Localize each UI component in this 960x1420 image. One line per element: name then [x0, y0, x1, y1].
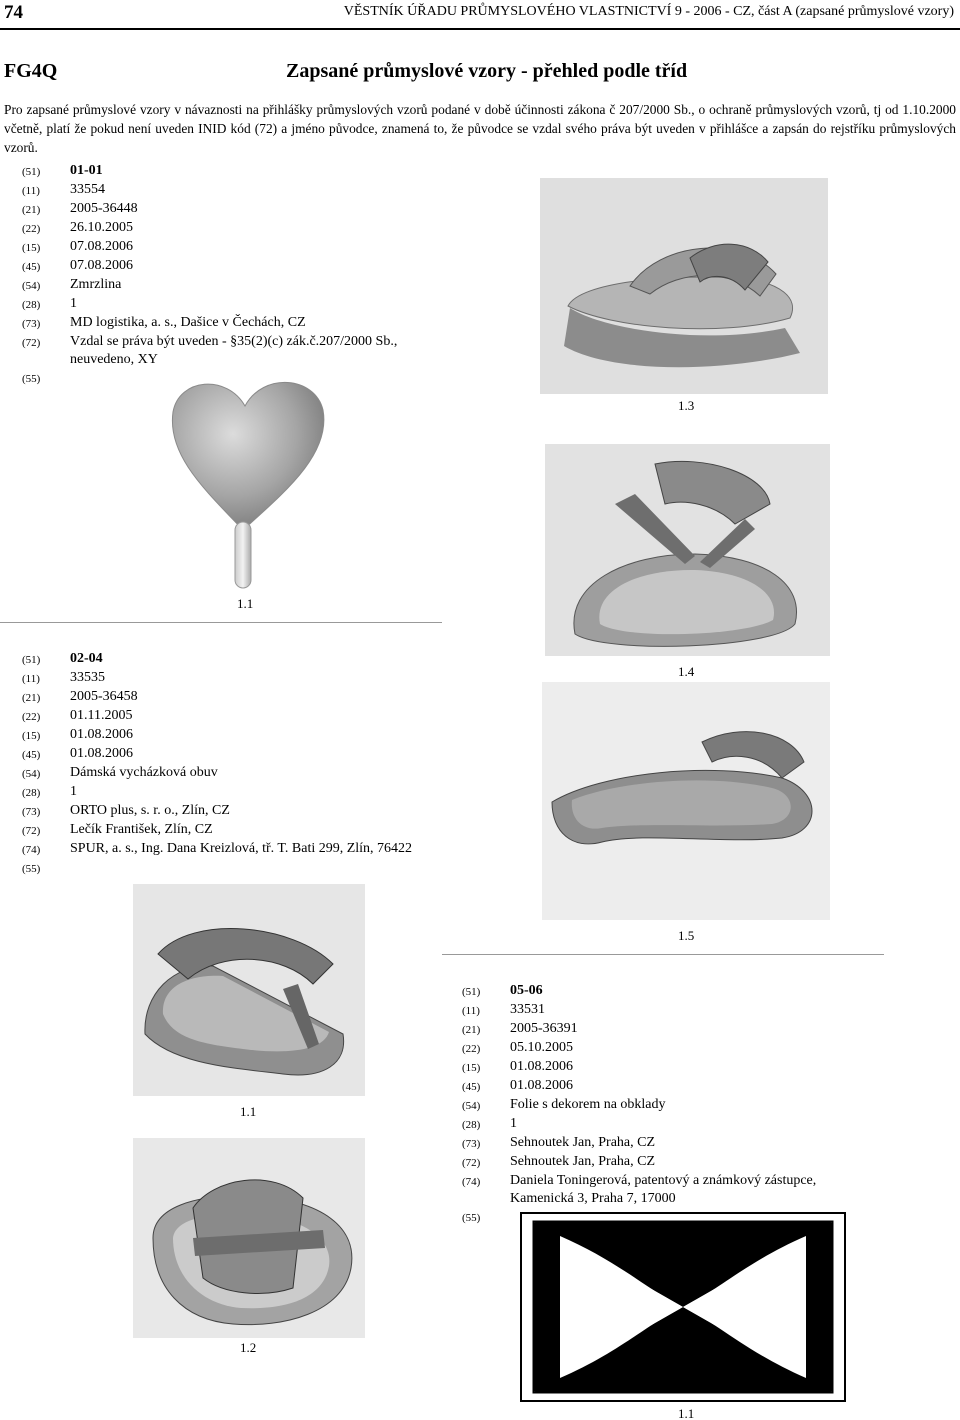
- inid-code: (55): [462, 1212, 481, 1224]
- field-value: Daniela Toningerová, patentový a známkový zástupce, Kamenická 3, Praha 7, 17000: [510, 1173, 817, 1206]
- divider: [442, 954, 884, 955]
- field-value: SPUR, a. s., Ing. Dana Kreizlová, tř. T. Bati 299, Zlín, 76422: [70, 841, 413, 856]
- record-field: [462, 1115, 882, 1134]
- thong-sandal-front-icon: [133, 1138, 365, 1338]
- inid-code: (72): [22, 337, 41, 349]
- record-field: [462, 1020, 882, 1039]
- record-field: [22, 650, 442, 669]
- section-code: FG4Q: [4, 60, 58, 82]
- record-field: [462, 1153, 882, 1172]
- field-value: 33554: [70, 182, 105, 197]
- field-value: Lečík František, Zlín, CZ: [70, 822, 213, 837]
- thong-sandal-angle-icon: [133, 884, 365, 1096]
- record-field: [22, 726, 442, 745]
- inid-code: (55): [22, 863, 41, 875]
- record-field: [22, 314, 442, 333]
- page-number: 74: [4, 2, 23, 23]
- inid-code: (51): [22, 654, 41, 666]
- inid-code: (15): [22, 242, 41, 254]
- field-value: 01.11.2005: [70, 708, 133, 723]
- field-value: 2005-36391: [510, 1021, 578, 1036]
- record-field: [462, 1077, 882, 1096]
- record-field: [22, 688, 442, 707]
- inid-code: (51): [462, 986, 481, 998]
- field-value: 2005-36448: [70, 201, 138, 216]
- record-field: [462, 1172, 882, 1208]
- record-field: [22, 707, 442, 726]
- record-field: [22, 162, 442, 181]
- record-1: [22, 162, 442, 388]
- field-value: 26.10.2005: [70, 220, 133, 235]
- thong-sandal-top-icon: [545, 444, 830, 656]
- field-value: 01-01: [70, 163, 103, 178]
- inid-code: (54): [22, 280, 41, 292]
- field-value: 01.08.2006: [70, 746, 133, 761]
- cross-tile-pattern-icon: [520, 1212, 846, 1402]
- inid-code: (45): [22, 261, 41, 273]
- inid-code: (72): [22, 825, 41, 837]
- field-value: 33535: [70, 670, 105, 685]
- field-value: 02-04: [70, 651, 103, 666]
- record-field: [22, 821, 442, 840]
- field-value: 05.10.2005: [510, 1040, 573, 1055]
- record-field: [22, 802, 442, 821]
- wedge-sandal-sole-icon: [542, 682, 830, 920]
- record-field: [22, 333, 442, 369]
- field-value: MD logistika, a. s., Dašice v Čechách, CZ: [70, 315, 306, 330]
- record-field: [462, 982, 882, 1001]
- inid-code: (21): [22, 692, 41, 704]
- inid-code: (11): [22, 673, 40, 685]
- record-field: [22, 257, 442, 276]
- inid-code: (51): [22, 166, 41, 178]
- inid-code: (15): [22, 730, 41, 742]
- inid-code: (74): [462, 1176, 481, 1188]
- record-field: [22, 181, 442, 200]
- record-field: [22, 200, 442, 219]
- inid-code: (11): [462, 1005, 480, 1017]
- record-field: [462, 1096, 882, 1115]
- record-field: [462, 1001, 882, 1020]
- record-field: [462, 1039, 882, 1058]
- record-field: [22, 859, 442, 878]
- inid-code: (74): [22, 844, 41, 856]
- record-field: [22, 783, 442, 802]
- record-field: [22, 238, 442, 257]
- field-value: Vzdal se práva být uveden - §35(2)(c) zák.č.207/2000 Sb., neuvedeno, XY: [70, 334, 398, 367]
- field-value: ORTO plus, s. r. o., Zlín, CZ: [70, 803, 230, 818]
- intro-paragraph: Pro zapsané průmyslové vzory v návaznosti na přihlášky průmyslových vzorů podané v době účinnosti zákona č 207/2000 Sb., o ochraně průmyslových vzorů, tj od 1.10.2000 včetně, platí že pokud není uveden INID kód (72) a jméno původce, znamená to, že původce se vzdal svého práva být uveden v přihlášce a zapsán do rejstříku průmyslových vzorů.: [4, 102, 956, 155]
- field-value: Zmrzlina: [70, 277, 122, 292]
- field-value: Folie s dekorem na obklady: [510, 1097, 666, 1112]
- field-value: 33531: [510, 1002, 545, 1017]
- field-value: Sehnoutek Jan, Praha, CZ: [510, 1154, 656, 1169]
- record-field: [22, 276, 442, 295]
- field-value: 2005-36458: [70, 689, 138, 704]
- inid-code: (22): [22, 223, 41, 235]
- inid-code: (73): [22, 806, 41, 818]
- figure-caption: 1.1: [678, 1406, 695, 1420]
- field-value: Sehnoutek Jan, Praha, CZ: [510, 1135, 656, 1150]
- inid-code: (73): [22, 318, 41, 330]
- figure-caption: 1.5: [678, 928, 695, 943]
- inid-code: (72): [462, 1157, 481, 1169]
- wedge-sandal-side-icon: [540, 178, 828, 394]
- record-field: [22, 840, 442, 859]
- record-3: [462, 982, 882, 1227]
- header-rule: [0, 28, 960, 30]
- inid-code: (45): [22, 749, 41, 761]
- record-field: [22, 295, 442, 314]
- field-value: 01.08.2006: [510, 1078, 573, 1093]
- inid-code: (21): [462, 1024, 481, 1036]
- record-field: [462, 1058, 882, 1077]
- inid-code: (21): [22, 204, 41, 216]
- field-value: 01.08.2006: [510, 1059, 573, 1074]
- field-value: Dámská vycházková obuv: [70, 765, 218, 780]
- figure-caption: 1.1: [240, 1104, 257, 1119]
- inid-code: (22): [462, 1043, 481, 1055]
- heart-ice-cream-icon: [165, 370, 335, 592]
- field-value: 01.08.2006: [70, 727, 133, 742]
- field-value: 1: [70, 784, 77, 799]
- inid-code: (15): [462, 1062, 481, 1074]
- inid-code: (45): [462, 1081, 481, 1093]
- inid-code: (22): [22, 711, 41, 723]
- inid-code: (54): [462, 1100, 481, 1112]
- figure-caption: 1.1: [237, 596, 254, 611]
- field-value: 07.08.2006: [70, 258, 133, 273]
- section-title: Zapsané průmyslové vzory - přehled podle tříd: [286, 60, 688, 82]
- record-2: [22, 650, 442, 878]
- field-value: 1: [70, 296, 77, 311]
- inid-code: (28): [462, 1119, 481, 1131]
- inid-code: (73): [462, 1138, 481, 1150]
- inid-code: (54): [22, 768, 41, 780]
- figure-caption: 1.3: [678, 398, 695, 413]
- figure-caption: 1.2: [240, 1340, 257, 1355]
- inid-code: (28): [22, 299, 41, 311]
- running-head: VĚSTNÍK ÚŘADU PRŮMYSLOVÉHO VLASTNICTVÍ 9 - 2006 - CZ, část A (zapsané průmyslové vzory): [343, 4, 954, 19]
- inid-code: (28): [22, 787, 41, 799]
- field-value: 1: [510, 1116, 517, 1131]
- record-field: [22, 669, 442, 688]
- figure-caption: 1.4: [678, 664, 695, 679]
- field-value: 07.08.2006: [70, 239, 133, 254]
- record-field: [22, 219, 442, 238]
- record-field: [22, 764, 442, 783]
- inid-code: (11): [22, 185, 40, 197]
- record-field: [22, 745, 442, 764]
- record-field: [462, 1134, 882, 1153]
- divider: [0, 622, 442, 623]
- inid-code: (55): [22, 373, 41, 385]
- field-value: 05-06: [510, 983, 543, 998]
- field-value: [70, 859, 442, 878]
